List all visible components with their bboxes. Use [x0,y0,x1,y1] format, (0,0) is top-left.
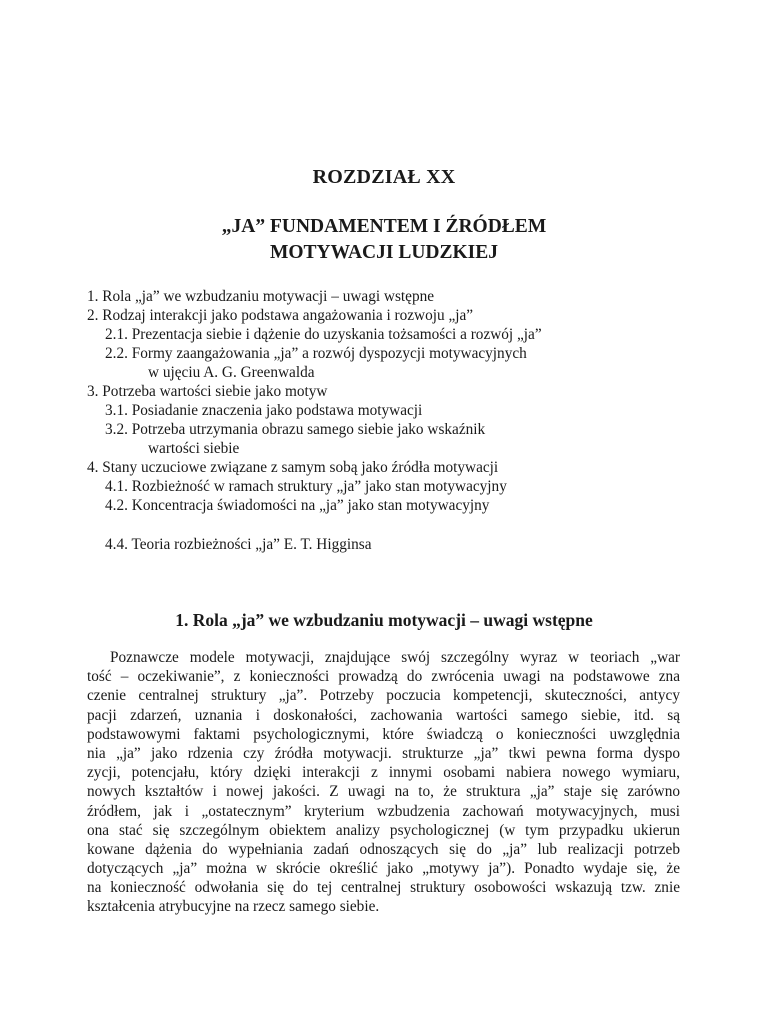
body-line: tość – oczekiwanie”, z konieczności prowadzą do zwrócenia uwagi na podstawowe zna [87,668,680,686]
body-line: Poznawcze modele motywacji, znajdujące swój szczególny wyraz w teoriach „war [110,649,680,666]
toc-item: 4.4. Teoria rozbieżności „ja” E. T. Higginsa [105,536,372,553]
body-line: dotyczących „ja” można w skrócie określić jako „motywy ja”). Ponadto wydaje się, że [87,860,680,878]
toc-item-continuation: w ujęciu A. G. Greenwalda [148,364,315,381]
toc-item: 3.2. Potrzeba utrzymania obrazu samego siebie jako wskaźnik [105,421,486,438]
toc-item: 3. Potrzeba wartości siebie jako motyw [87,383,328,400]
body-paragraph [87,648,680,917]
body-line: ona stać się szczególnym obiektem analizy psychologicznej (w tym przypadku ukierun [87,821,680,839]
chapter-label: ROZDZIAŁ XX [312,166,456,188]
chapter-title-line-1: „JA” FUNDAMENTEM I ŹRÓDŁEM [221,216,547,237]
toc-item-continuation: wartości siebie [148,440,240,457]
body-line: pacji zdarzeń, uznania i doskonałości, zachowania wartości samego siebie, itd. są [87,706,680,724]
chapter-title-line-2: MOTYWACJI LUDZKIEJ [269,242,499,263]
toc-item: 2.2. Formy zaangażowania „ja” a rozwój dyspozycji motywacyjnych [105,345,527,362]
body-line: kształcenia atrybucyjne na rzecz samego siebie. [87,898,380,916]
toc-item: 2.1. Prezentacja siebie i dążenie do uzyskania tożsamości a rozwój „ja” [105,326,542,343]
section-heading: 1. Rola „ja” we wzbudzaniu motywacji – uwagi wstępne [175,610,593,630]
chapter-title [0,214,768,266]
toc-item: 1. Rola „ja” we wzbudzaniu motywacji – uwagi wstępne [87,288,435,305]
toc-item: 3.1. Posiadanie znaczenia jako podstawa motywacji [105,402,423,419]
body-line: podstawowymi faktami psychologicznymi, które świadczą o konieczności uwzględnia [87,725,680,743]
toc-item: 4.1. Rozbieżność w ramach struktury „ja” jako stan motywacyjny [105,478,507,495]
body-line: na konieczność odwołania się do tej centralnej struktury osobowości wskazują tzw. znie [87,879,680,897]
body-line: czenie centralnej struktury „ja”. Potrzeby poczucia kompetencji, skuteczności, antycy [87,687,680,705]
body-line: zycji, potencjału, który dzięki interakcji z innymi osobami nabiera nowego wymiaru, [87,764,680,782]
body-line: nowych kształtów i nowej jakości. Z uwagi na to, że struktura „ja” staje się zarówno [87,783,680,801]
toc-item: 4.2. Koncentracja świadomości na „ja” jako stan motywacyjny [105,497,490,514]
body-line: źródłem, jak i „ostatecznym” kryterium wzbudzenia zachowań motywacyjnych, musi [87,802,680,820]
toc-item: 2. Rodzaj interakcji jako podstawa angażowania i rozwoju „ja” [87,307,474,324]
toc-item: 4. Stany uczuciowe związane z samym sobą jako źródła motywacji [87,459,499,476]
body-line: nia „ja” jako rdzenia czy źródła motywacji. strukturze „ja” tkwi pewna forma dyspo [87,744,680,762]
body-line: kowane dążenia do wypełniania zadań odnoszących się do „ja” lub realizacji potrzeb [87,840,680,858]
